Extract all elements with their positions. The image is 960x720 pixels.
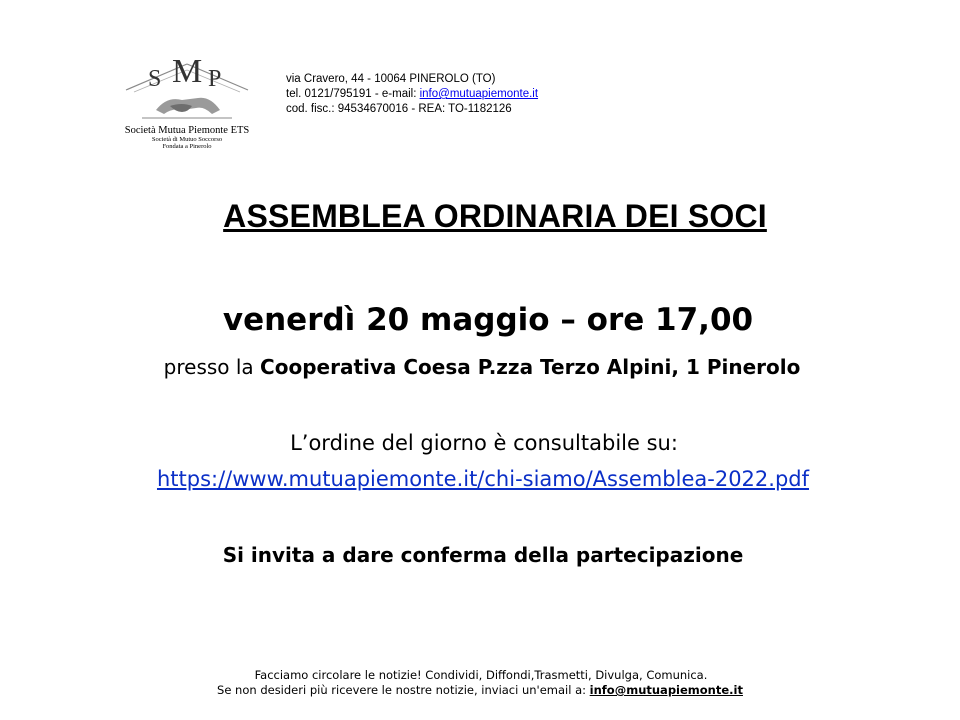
address-line: via Cravero, 44 - 10064 PINEROLO (TO) [286, 73, 496, 85]
logo-emblem-icon [112, 52, 262, 127]
logo-founded: Fondata a Pinerolo [162, 143, 212, 150]
fiscal-line: cod. fisc.: 94534670016 - REA: TO-1182126 [286, 103, 512, 115]
footer-unsubscribe-line [0, 683, 960, 698]
meeting-date: venerdì 20 maggio – ore 17,00 [222, 302, 754, 338]
footer-unsubscribe-text: Se non desideri più ricevere le nostre notizie, inviaci un'email a: [217, 683, 590, 697]
page-title: ASSEMBLEA ORDINARIA DEI SOCI [223, 198, 767, 234]
contact-email-link[interactable]: info@mutuapiemonte.it [419, 88, 539, 100]
phone-email-line [286, 87, 538, 102]
confirmation-request: Si invita a dare conferma della partecipazione [222, 543, 744, 567]
svg-text:M: M [172, 53, 203, 90]
logo-subtitle: Società di Mutuo Soccorso [151, 136, 223, 143]
footer-email-link[interactable]: info@mutuapiemonte.it [589, 683, 743, 697]
svg-text:P: P [208, 66, 222, 92]
logo-name: Società Mutua Piemonte ETS [124, 125, 250, 136]
venue-prefix: presso la [163, 355, 261, 379]
agenda-intro: L’ordine del giorno è consultabile su: [290, 431, 678, 455]
footer-share-line: Facciamo circolare le notizie! Condividi, Diffondi,Trasmetti, Divulga, Comunica. [254, 668, 708, 682]
meeting-venue [0, 355, 960, 379]
phone-text: tel. 0121/795191 - e-mail: [286, 88, 420, 100]
agenda-link-row [0, 467, 960, 491]
svg-text:S: S [148, 66, 162, 92]
logo [112, 52, 262, 152]
venue-place: Cooperativa Coesa P.zza Terzo Alpini, 1 Pinerolo [260, 355, 801, 379]
agenda-link[interactable]: https://www.mutuapiemonte.it/chi-siamo/Assemblea-2022.pdf [156, 467, 809, 491]
contact-block [286, 72, 538, 117]
footer [0, 668, 960, 698]
